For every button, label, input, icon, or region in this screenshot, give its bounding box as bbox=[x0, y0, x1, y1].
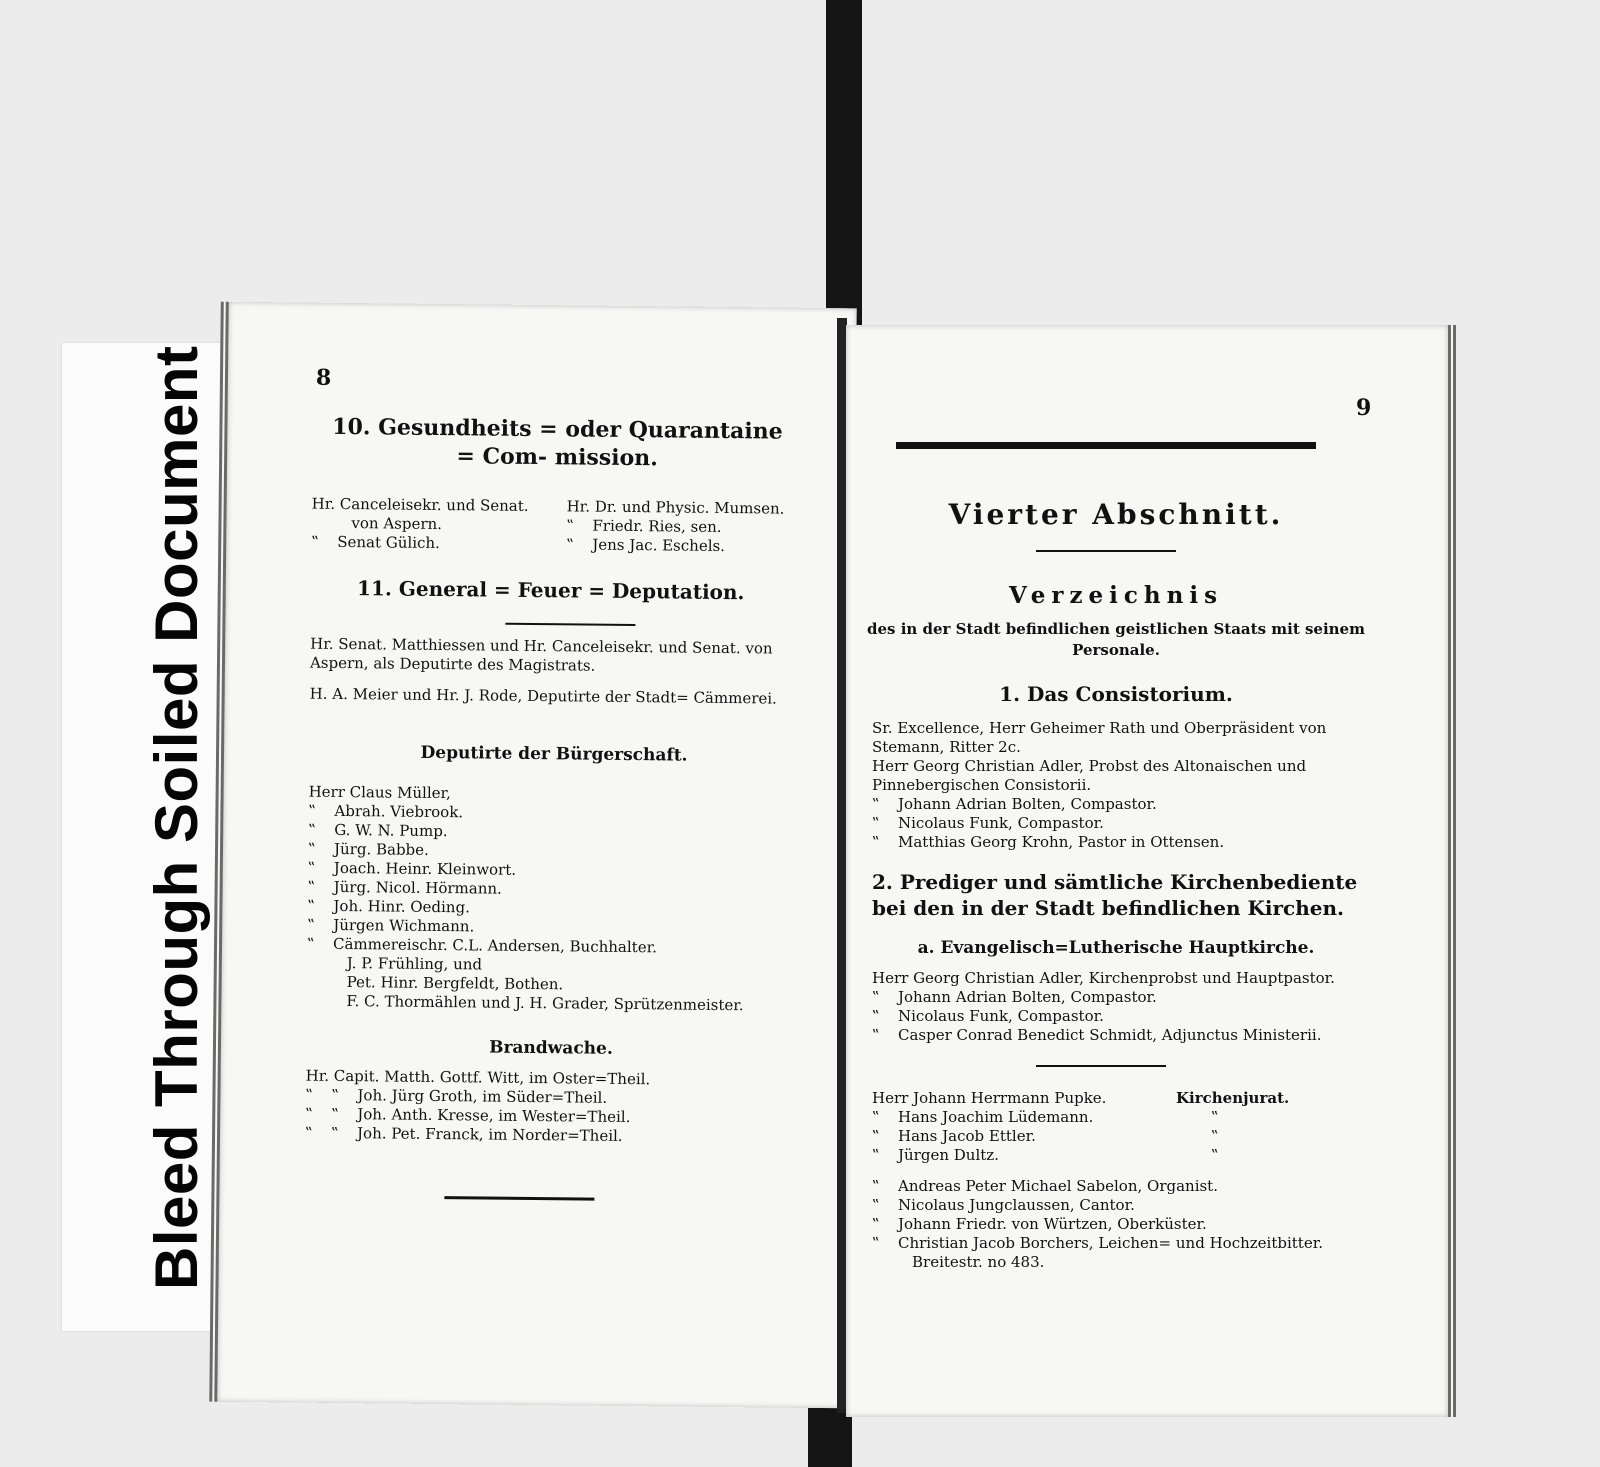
text-line: Pet. Hinr. Bergfeldt, Bothen. bbox=[346, 973, 564, 994]
text-line: Nicolaus Funk, Compastor. bbox=[898, 1007, 1104, 1025]
text-line: J. P. Frühling, und bbox=[346, 954, 483, 974]
text-line: Nicolaus Jungclaussen, Cantor. bbox=[898, 1196, 1135, 1214]
text-line: Abrah. Viebrook. bbox=[334, 801, 464, 822]
text-line: Herr Georg Christian Adler, Probst des Altonaischen und Pinnebergischen Consistorii. bbox=[872, 757, 1307, 794]
category-label: Bleed Through Soiled Document bbox=[143, 345, 210, 1290]
section-11-p2: H. A. Meier und Hr. J. Rode, Deputirte der Stadt= Cämmerei. bbox=[309, 684, 777, 708]
right-page bbox=[846, 325, 1456, 1417]
text-line: Jürgen Wichmann. bbox=[333, 915, 475, 936]
page-number: 9 bbox=[1356, 395, 1372, 421]
brandwache-list: Hr. Capit. Matth. Gottf. Witt, im Oster=Theil. ‟ ‟ Joh. Jürg Groth, im Süder=Theil. ‟ ‟ Joh. Anth. Kresse, im Wester=Theil. ‟ ‟ Joh. Pet. Franck, im Norder=Theil. bbox=[305, 1067, 806, 1148]
text-line: Herr Georg Christian Adler, Kirchenprobst und Hauptpastor. bbox=[872, 969, 1335, 987]
text-line: Hr. Dr. und Physic. Mumsen. bbox=[566, 497, 785, 518]
chapter-title: Vierter Abschnitt. bbox=[948, 498, 1284, 531]
text-line: Joh. Jürg Groth, im Süder=Theil. bbox=[357, 1086, 608, 1107]
text-line: Hr. Capit. Matth. Gottf. Witt, im Oster=Theil. bbox=[305, 1066, 651, 1089]
text-line: Jens Jac. Eschels. bbox=[592, 535, 726, 555]
ditto-marks: ‟ ‟ ‟ bbox=[1211, 1108, 1219, 1164]
text-line: Joh. Pet. Franck, im Norder=Theil. bbox=[356, 1124, 623, 1145]
section-2-title: 2. Prediger und sämtliche Kirchenbediente bei den in der Stadt befindlichen Kirchen. bbox=[872, 870, 1358, 920]
text-line: Hans Joachim Lüdemann. bbox=[898, 1108, 1094, 1126]
text-line: Cämmereischr. C.L. Andersen, Buchhalter. bbox=[332, 934, 658, 957]
text-line: Johann Adrian Bolten, Compastor. bbox=[898, 795, 1157, 813]
text-line: Joach. Heinr. Kleinwort. bbox=[333, 858, 517, 879]
section-1-title: 1. Das Consistorium. bbox=[999, 682, 1233, 706]
text-line: Johann Friedr. von Würtzen, Oberküster. bbox=[898, 1215, 1207, 1233]
text-line: Herr Johann Herrmann Pupke. bbox=[872, 1089, 1107, 1107]
text-line: Jürg. Babbe. bbox=[333, 839, 429, 859]
text-line: Christian Jacob Borchers, Leichen= und Hochzeitbitter. bbox=[898, 1234, 1323, 1252]
text-line: Joh. Anth. Kresse, im Wester=Theil. bbox=[357, 1105, 631, 1127]
text-line: Andreas Peter Michael Sabelon, Organist. bbox=[898, 1177, 1218, 1195]
text-line: Casper Conrad Benedict Schmidt, Adjunctus Ministerii. bbox=[898, 1026, 1322, 1044]
text-line: F. C. Thormählen und J. H. Grader, Sprützenmeister. bbox=[346, 992, 744, 1015]
left-page bbox=[209, 302, 856, 1409]
section-2a-title: a. Evangelisch=Lutherische Hauptkirche. bbox=[917, 938, 1315, 958]
text-line: Jürg. Nicol. Hörmann. bbox=[333, 877, 502, 898]
text-line: Jürgen Dultz. bbox=[898, 1146, 999, 1164]
text-line: G. W. N. Pump. bbox=[334, 820, 448, 841]
page-number: 8 bbox=[315, 364, 332, 391]
deputirte-title: Deputirte der Bürgerschaft. bbox=[420, 742, 688, 766]
text-line: Hr. Canceleisekr. und Senat. bbox=[311, 494, 529, 515]
jurat-lines: Herr Johann Herrmann Pupke. ‟ Hans Joachim Lüdemann. ‟ Hans Jacob Ettler. ‟ Jürgen Dultz. bbox=[872, 1089, 1172, 1165]
section-10-left: Hr. Canceleisekr. und Senat. von Aspern. ‟ Senat Gülich. bbox=[311, 495, 562, 555]
text-line: Breitestr. no 483. bbox=[912, 1253, 1045, 1271]
jurat-title: Kirchenjurat. bbox=[1176, 1089, 1290, 1107]
section-2a-lines: Herr Georg Christian Adler, Kirchenprobst und Hauptpastor. ‟ Johann Adrian Bolten, Compastor. ‟ Nicolaus Funk, Compastor. ‟ Casper Conrad Benedict Schmidt, Adjunctus Ministerii. bbox=[872, 969, 1382, 1045]
text-line: Matthias Georg Krohn, Pastor in Ottensen. bbox=[898, 833, 1225, 851]
divider bbox=[444, 1196, 594, 1201]
text-line: Joh. Hinr. Oeding. bbox=[333, 896, 470, 917]
text-line: Nicolaus Funk, Compastor. bbox=[898, 814, 1104, 832]
staff-lines: ‟ Andreas Peter Michael Sabelon, Organist. ‟ Nicolaus Jungclaussen, Cantor. ‟ Johann Friedr. von Würtzen, Oberküster. ‟ Christian Jacob Borchers, Leichen= und Hochzeitbitter. Breitestr. no 483. bbox=[872, 1177, 1392, 1272]
brandwache-title: Brandwache. bbox=[489, 1037, 613, 1059]
header-rule bbox=[896, 442, 1316, 449]
divider bbox=[1036, 1065, 1166, 1067]
section-11-title: 11. General = Feuer = Deputation. bbox=[356, 576, 745, 605]
deputirte-list: Herr Claus Müller, ‟ Abrah. Viebrook. ‟ G. W. N. Pump. ‟ Jürg. Babbe. ‟ Joach. Heinr. Kleinwort. ‟ Jürg. Nicol. Hörmann. ‟ Joh. Hinr. Oeding. ‟ Jürgen Wichmann. ‟ Cämmereischr. C.L. Andersen, Buchhalter. J. P. Frühling, und Pet. Hinr. Bergfeldt, Bothen. F. C. Thormählen und J. H. Grader, Sprützenmeister. bbox=[306, 783, 808, 1016]
text-line: Hans Jacob Ettler. bbox=[898, 1127, 1036, 1145]
divider bbox=[505, 623, 635, 626]
binding-clip-top bbox=[826, 0, 862, 330]
text-line: Sr. Excellence, Herr Geheimer Rath und Oberpräsident von Stemann, Ritter 2c. bbox=[872, 719, 1327, 756]
text-line: Herr Claus Müller, bbox=[308, 782, 451, 803]
text-line: Friedr. Ries, sen. bbox=[592, 516, 722, 536]
verzeichnis-subtitle: des in der Stadt befindlichen geistlichen Staats mit seinem Personale. bbox=[867, 620, 1365, 659]
text-line: von Aspern. bbox=[351, 514, 443, 534]
divider bbox=[1036, 550, 1176, 552]
text-line: Johann Adrian Bolten, Compastor. bbox=[898, 988, 1157, 1006]
section-1-lines: Sr. Excellence, Herr Geheimer Rath und Oberpräsident von Stemann, Ritter 2c. Herr Georg Christian Adler, Probst des Altonaischen und Pinnebergischen Consistorii. ‟ Johann Adrian Bolten, Compastor. ‟ Nicolaus Funk, Compastor. ‟ Matthias Georg Krohn, Pastor in Ottensen. bbox=[872, 719, 1372, 852]
section-10-title: 10. Gesundheits = oder Quarantaine = Com- mission. bbox=[332, 413, 783, 472]
text-line: Senat Gülich. bbox=[337, 532, 440, 553]
section-11-p1: Hr. Senat. Matthiessen und Hr. Canceleisekr. und Senat. von Aspern, als Deputirte des Magistrats. bbox=[309, 634, 773, 675]
section-10-right: Hr. Dr. und Physic. Mumsen. ‟ Friedr. Ries, sen. ‟ Jens Jac. Eschels. bbox=[566, 497, 817, 557]
verzeichnis-title: Verzeichnis bbox=[1008, 582, 1224, 609]
